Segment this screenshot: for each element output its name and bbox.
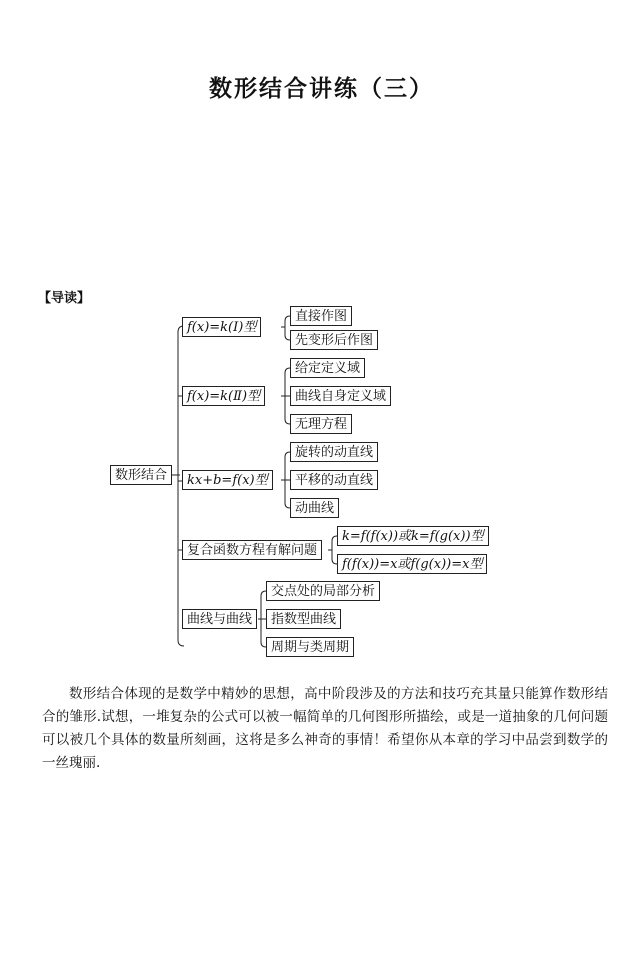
page-title: 数形结合讲练（三） (209, 76, 434, 102)
branch-1-item-1: 直接作图 (290, 306, 352, 326)
diagram-root: 数形结合 (110, 465, 172, 485)
branch-1-label: f(x)=k(Ⅰ)型 (182, 317, 261, 337)
branch-4-item-1: k=f(f(x))或k=f(g(x))型 (337, 526, 489, 546)
branch-5-item-1: 交点处的局部分析 (266, 581, 380, 601)
branch-4-item-2: f(f(x))=x或f(g(x))=x型 (337, 554, 487, 574)
branch-3-item-3: 动曲线 (290, 498, 339, 518)
branch-4-label: 复合函数方程有解问题 (182, 540, 322, 560)
branch-3-item-2: 平移的动直线 (290, 470, 378, 490)
branch-5-label: 曲线与曲线 (182, 609, 257, 629)
branch-2-item-2: 曲线自身定义域 (290, 386, 391, 406)
branch-5-item-2: 指数型曲线 (266, 609, 341, 629)
branch-3-item-1: 旋转的动直线 (290, 442, 378, 462)
section-label: 【导读】 (38, 291, 91, 306)
branch-1-item-2: 先变形后作图 (290, 330, 378, 350)
branch-2-item-1: 给定定义域 (290, 358, 365, 378)
intro-paragraph: 数形结合体现的是数学中精妙的思想，高中阶段涉及的方法和技巧充其量只能算作数形结合的雏形.试想，一堆复杂的公式可以被一幅简单的几何图形所描绘，或是一道抽象的几何问题可以被几个具体的数量所刻画，这将是多么神奇的事情！希望你从本章的学习中品尝到数学的一丝瑰丽. (42, 686, 608, 771)
branch-2-item-3: 无理方程 (290, 414, 352, 434)
branch-3-label: kx+b=f(x)型 (182, 470, 273, 490)
branch-5-item-3: 周期与类周期 (266, 637, 354, 657)
branch-2-label: f(x)=k(Ⅱ)型 (182, 386, 265, 406)
